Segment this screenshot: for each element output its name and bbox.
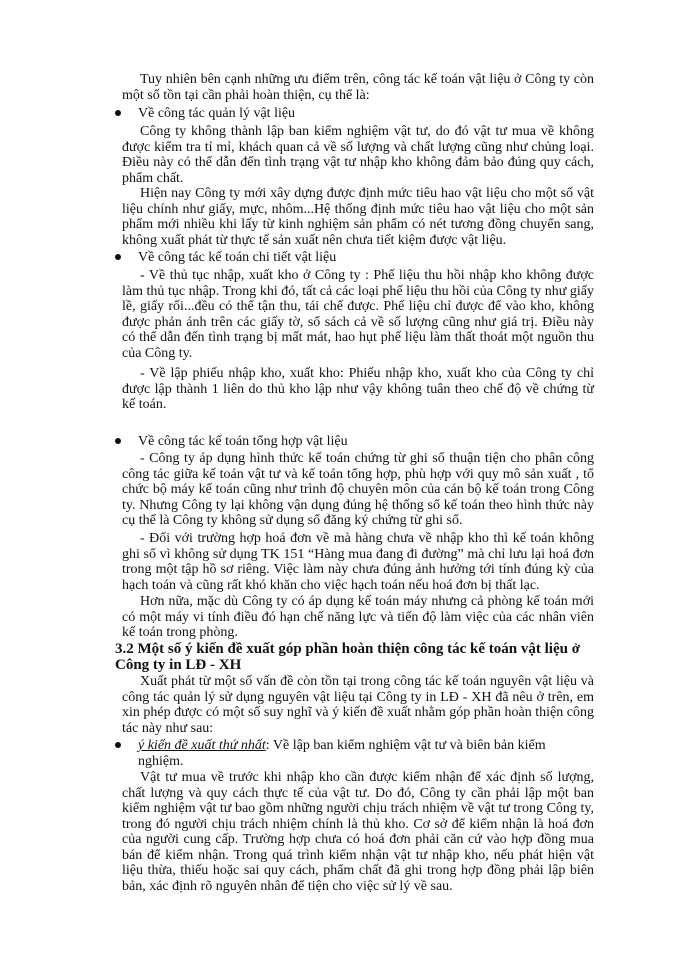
- paragraph-scrap-procedure: - Về thủ tục nhập, xuất kho ở Công ty : Phế liệu thu hồi nhập kho không được làm thủ tục nhập. Trong khi đó, tất cả các loại phế liệu thu hồi của Công ty như giấy lề, giấy rối...đều có thể tận thu, tái chế được. Phế liệu chỉ được để vào kho, không được phản ánh trên các giấy tờ, sổ sách cả về số lượng cũng như giá trị. Điều này có thể dẫn đến tình trạng bị mất mát, hao hụt phế liệu làm thất thoát một nguồn thu của Công ty.: [122, 268, 594, 361]
- bullet-label: Về công tác kế toán tổng hợp vật liệu: [138, 434, 348, 449]
- bullet-icon: [115, 254, 121, 260]
- bullet-label: Về công tác quản lý vật liệu: [138, 106, 296, 121]
- paragraph-proposal-intro: Xuất phát từ một số vấn đề còn tồn tại trong công tác kế toán nguyên vật liệu và công tác quản lý sử dụng nguyên vật liệu tại Công ty in LĐ - XH đã nêu ở trên, em xin phép được có một số suy nghĩ và ý kiến đề xuất nhằm góp phần hoàn thiện công tác này như sau:: [122, 674, 594, 736]
- bullet-icon: [115, 110, 121, 116]
- paragraph-bookkeeping-form: - Công ty áp dụng hình thức kế toán chứng từ ghi sổ thuận tiện cho phân công công tác giữa kế toán vật tư và kế toán tổng hợp, phù hợp với quy mô sản xuất , tổ chức bộ máy kế toán cũng như trình độ chuyên môn của cán bộ kế toán trong Công ty. Nhưng Công ty lại không vận dụng đúng hệ thống sổ kế toán theo hình thức này cụ thể là Công ty không sử dụng sổ đăng ký chứng từ ghi sổ.: [122, 451, 594, 528]
- bullet-icon: [115, 438, 121, 444]
- paragraph-inspection-board: Vật tư mua về trước khi nhập kho cần được kiểm nhận để xác định số lượng, chất lượng và quy cách thực tế của vật tư. Do đó, Công ty cần phải lập một ban kiểm nghiệm vật tư bao gồm những người chịu trách nhiệm về vật tư trong Công ty, trong đó người chịu trách nhiệm chính là thủ kho. Cơ sở để kiểm nhận là hoá đơn của người cung cấp. Trường hợp chưa có hoá đơn phải căn cứ vào hợp đồng mua bán để kiểm nhận. Trong quá trình kiểm nhận vật tư nhập kho, nếu phát hiện vật liệu thừa, thiếu hoặc sai quy cách, phẩm chất đã ghi trong hợp đồng phải lập biên bản, xác định rõ nguyên nhân để tiện cho việc sử lý về sau.: [122, 770, 594, 894]
- section-heading: 3.2 Một số ý kiến đề xuất góp phần hoàn thiện công tác kế toán vật liệu ở Công ty in LĐ - XH: [115, 641, 581, 673]
- paragraph-intro: Tuy nhiên bên cạnh những ưu điểm trên, công tác kế toán vật liệu ở Công ty còn một số tồn tại cần phải hoàn thiện, cụ thể là:: [122, 72, 594, 103]
- bullet-icon: [115, 742, 121, 748]
- paragraph-receipt-slips: - Về lập phiếu nhập kho, xuất kho: Phiếu nhập kho, xuất kho của Công ty chỉ được lập thành 1 liên do thủ kho lập như vậy không tuân theo chế độ về chứng từ kế toán.: [122, 366, 594, 412]
- proposal-text: ý kiến đề xuất thứ nhất: Về lập ban kiểm nghiệm vật tư và biên bản kiểm nghiệm.: [138, 738, 546, 769]
- proposal-label: ý kiến đề xuất thứ nhất: [138, 738, 266, 753]
- bullet-label: Về công tác kế toán chi tiết vật liệu: [138, 250, 337, 265]
- paragraph-invoices-in-transit: - Đối với trường hợp hoá đơn về mà hàng chưa về nhập kho thì kế toán không ghi sổ vì không sử dụng TK 151 “Hàng mua đang đi đường” mà chỉ lưu lại hoá đơn trong một tập hồ sơ riêng. Việc làm này chưa đúng ảnh hưởng tới tính đúng kỳ của hạch toán và cũng rất khó khăn cho việc hạch toán nếu hoá đơn bị thất lạc.: [122, 531, 594, 593]
- paragraph-inspection: Công ty không thành lập ban kiểm nghiệm vật tư, do đó vật tư mua về không được kiểm tra tỉ mỉ, khách quan cả về số lượng và chất lượng cũng như chủng loại. Điều này có thể dẫn đến tình trạng vật tư nhập kho không đảm bảo đúng quy cách, phẩm chất.: [122, 124, 594, 186]
- paragraph-computers: Hơn nữa, mặc dù Công ty có áp dụng kế toán máy nhưng cả phòng kế toán mới có một máy vi tính điều đó hạn chế năng lực và tiến độ làm việc của các nhân viên kế toán trong phòng.: [122, 594, 594, 640]
- paragraph-consumption-norms: Hiện nay Công ty mới xây dựng được định mức tiêu hao vật liệu cho một số vật liệu chính như giấy, mực, nhôm...Hệ thống định mức tiêu hao vật liệu cho một sản phẩm mới nhiều khi lấy từ kinh nghiệm sản phẩm có nét tương đồng chuyển sang, không xuất phát từ thực tế sản xuất nên chưa tiết kiệm được vật liệu.: [122, 186, 594, 248]
